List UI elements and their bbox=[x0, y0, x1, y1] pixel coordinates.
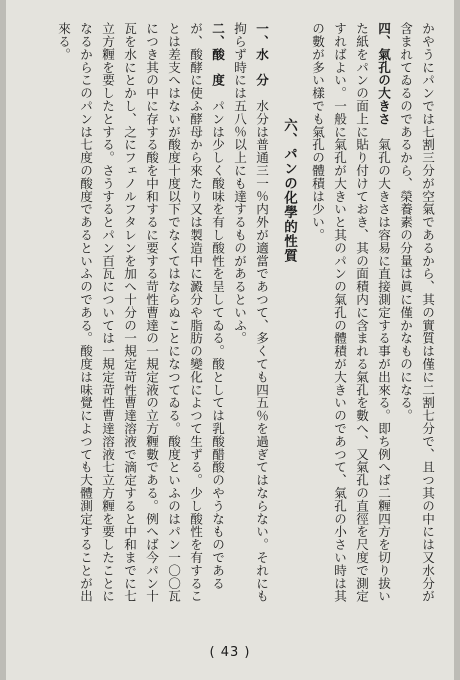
moisture-text: 水分は普通三一％内外が適當であつて、多くても四五％を過ぎてはならない。それにも拘らず時には五八％以上にも達するものがあるといふ。 bbox=[232, 22, 269, 603]
pore-size-text: 氣孔の大きさは容易に直接測定する事が出來る。即ち例へば二糎四方を切り拔いた紙をパンの面上に貼り付けておき、其の面積内に含まれる氣孔を數へ、又氣孔の直徑を尺度で測定すればよい。一般に氣孔が大きいと其のパンの氣孔の體積が大きいのであつて、氣孔の小さい時は其の數が多い樣でも氣孔の體積は少い。 bbox=[310, 22, 391, 603]
vertical-text-body bbox=[52, 22, 438, 612]
acidity-text: パンは少しく酸味を有し酸性を呈してゐる。酸としては乳酸醋酸のやうなものであるが、酸酵に使ふ酵母から來たり又は製造中に澱分や脂肪の變化によつて生ずる。少し酸性を有することは差支へはないが酸度十度以下でなくてはならぬことになつてゐる。酸度といふのはパン一〇〇瓦につき其の中に存する酸を中和するに要する苛性曹達の一規定液の立方糎數である。例へば今パン十瓦を水にとかし、之にフェノルフタレンを加へ十分の一規定苛性曹達溶液で滴定すると中和までに七立方糎を要したとする。さうするとパン百瓦については一規定苛性曹達溶液七立方糎を要したことになるからこのパンは七度の酸度であるといふのである。酸度は味覺によつても大體測定することが出來る。 bbox=[56, 22, 225, 603]
section-heading: 六、パンの化學的性質 bbox=[281, 118, 297, 263]
paragraph-moisture bbox=[228, 22, 272, 612]
page-edge-right bbox=[454, 0, 460, 680]
page-edge-left bbox=[0, 0, 6, 680]
pore-size-label: 四、氣孔の大きさ bbox=[376, 22, 391, 126]
acidity-label: 二、酸 度 bbox=[210, 22, 225, 87]
paragraph-air-content: かやうにパンでは七割三分が空氣であるから、其の實質は僅に二割七分で、且つ其の中には又水分が含まれてゐるのであるから、榮養素の分量は眞に僅かなものになる。 bbox=[398, 22, 435, 603]
page-number: ( 43 ) bbox=[209, 645, 251, 660]
paragraph-acidity bbox=[52, 22, 228, 612]
moisture-label: 一、水 分 bbox=[254, 22, 269, 87]
paragraph-pore-size bbox=[306, 22, 394, 612]
